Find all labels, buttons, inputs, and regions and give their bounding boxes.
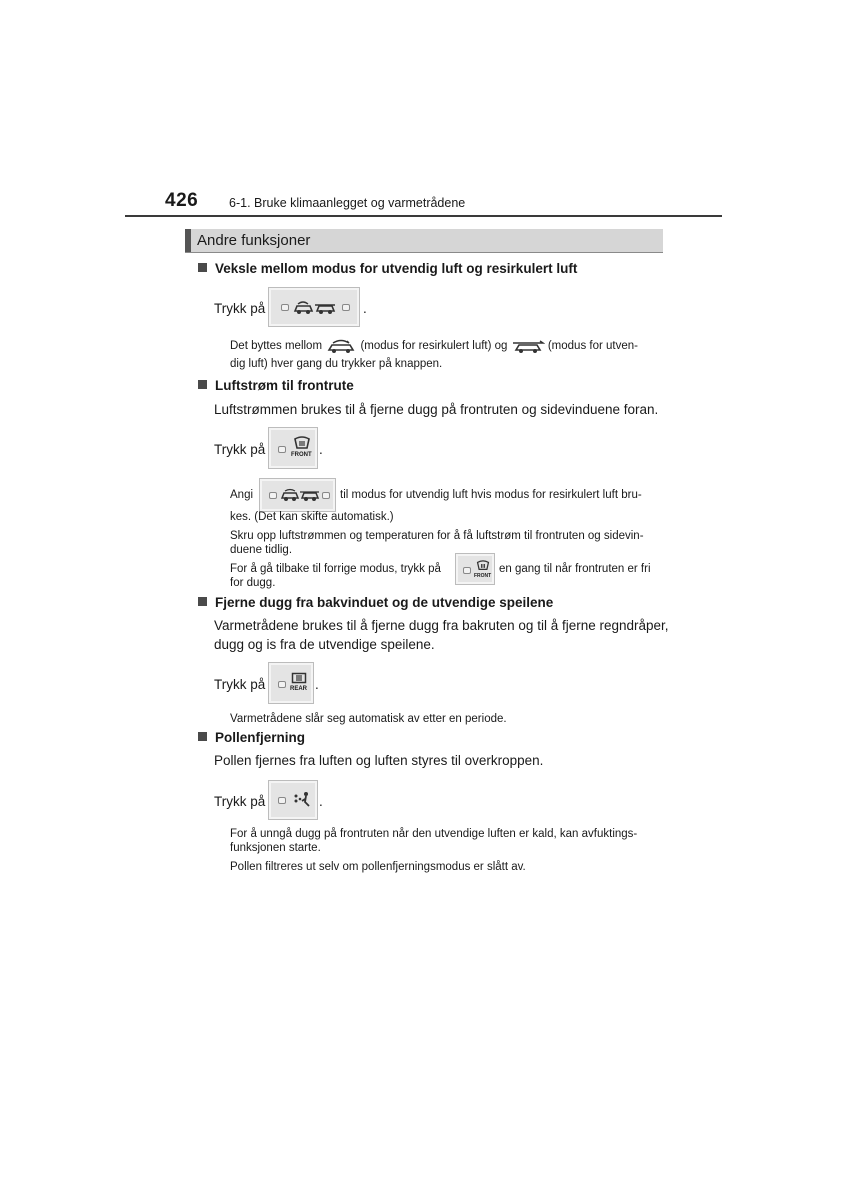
indicator-light-icon	[463, 567, 471, 574]
pollen-removal-icon	[291, 790, 311, 810]
section-header	[185, 229, 663, 253]
section-accent	[185, 229, 191, 252]
page-number: 426	[165, 190, 199, 211]
pollen-button-panel	[268, 780, 318, 820]
indicator-light-icon	[322, 492, 330, 499]
header-divider	[125, 215, 722, 217]
indicator-light-icon	[278, 681, 286, 688]
indicator-light-icon	[278, 446, 286, 453]
recirculated-air-icon	[325, 339, 357, 353]
air-mode-inline-panel	[259, 478, 336, 512]
front-defroster-icon	[293, 436, 311, 450]
rear-defog-button-panel	[268, 662, 314, 704]
section-title: Andre funksjoner	[197, 232, 311, 249]
air-mode-cars-icon	[280, 488, 320, 503]
chapter-title: 6-1. Bruke klimaanlegget og varmetrådene	[229, 196, 466, 210]
indicator-light-icon	[281, 304, 289, 311]
air-mode-press-label: Trykk på	[214, 301, 266, 316]
outside-air-icon	[511, 339, 545, 353]
windshield-heading: Luftstrøm til frontrute	[198, 378, 354, 393]
front-defog-inline-panel: FRONT	[455, 553, 495, 585]
front-defog-button-panel	[268, 427, 318, 469]
air-mode-note: Det byttes mellom (modus for resirkulert luft) og (modus for utven-	[230, 340, 638, 353]
air-mode-button-panel	[268, 287, 360, 327]
front-label: FRONT	[291, 452, 312, 458]
rear-label: REAR	[290, 686, 308, 692]
indicator-light-icon	[278, 797, 286, 804]
front-defroster-icon	[476, 560, 490, 571]
bullet-square-icon	[198, 732, 207, 741]
indicator-light-icon	[342, 304, 350, 311]
rear-defroster-icon	[291, 672, 307, 684]
pollen-heading: Pollenfjerning	[198, 730, 305, 745]
air-mode-heading: Veksle mellom modus for utvendig luft og resirkulert luft	[198, 261, 577, 276]
indicator-light-icon	[269, 492, 277, 499]
bullet-square-icon	[198, 597, 207, 606]
air-mode-cars-icon	[293, 300, 337, 316]
rear-defog-heading: Fjerne dugg fra bakvinduet og de utvendige speilene	[198, 595, 553, 610]
windshield-body: Luftstrømmen brukes til å fjerne dugg på frontruten og sidevinduene foran.	[214, 402, 659, 417]
bullet-square-icon	[198, 380, 207, 389]
bullet-square-icon	[198, 263, 207, 272]
